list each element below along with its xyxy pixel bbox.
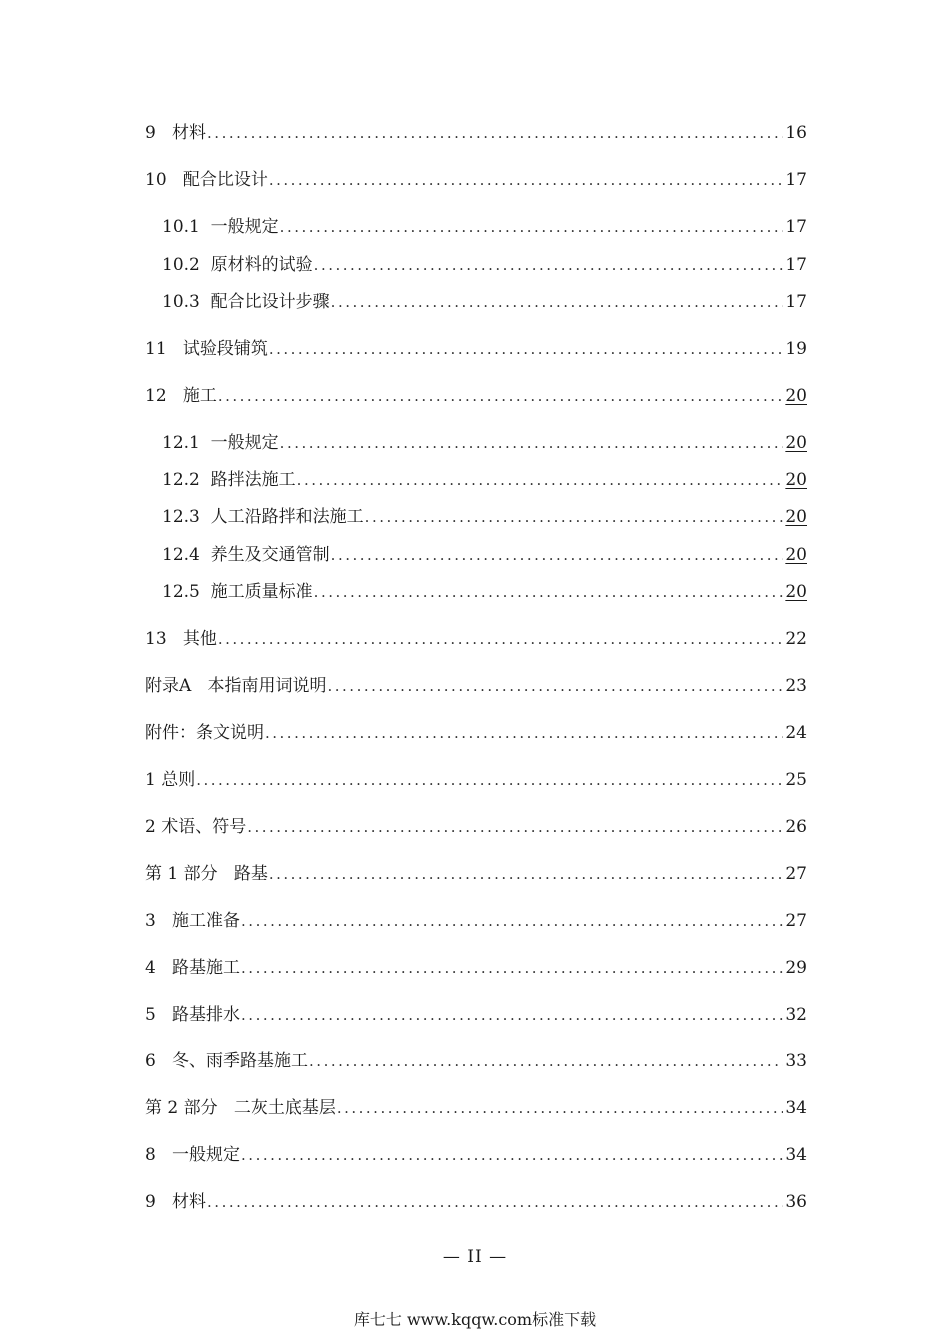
toc-title: 本指南用词说明 <box>207 676 327 696</box>
dot-leader <box>331 289 784 315</box>
toc-page-number: 17 <box>785 217 807 237</box>
toc-title: 其他 <box>182 629 217 649</box>
toc-number: 12.3 <box>162 507 211 527</box>
toc-number: 第 2 部分 <box>145 1098 234 1118</box>
dot-leader <box>337 1095 784 1121</box>
toc-page-number: 34 <box>785 1098 807 1118</box>
dot-leader <box>269 336 784 362</box>
toc-number: 8 <box>145 1145 173 1165</box>
toc-page-number: 24 <box>785 723 807 743</box>
toc-page-number: 26 <box>785 817 807 837</box>
toc-title: 配合比设计步骤 <box>210 292 330 312</box>
toc-page-number: 19 <box>785 339 807 359</box>
dot-leader <box>269 861 784 887</box>
toc-entry[interactable] <box>145 1002 807 1028</box>
toc-page-link[interactable]: 20 <box>785 433 807 453</box>
dot-leader <box>265 720 783 746</box>
toc-page-number: 29 <box>785 958 807 978</box>
dot-leader <box>365 504 784 530</box>
toc-subentry[interactable] <box>162 542 807 568</box>
toc-page-number: 32 <box>785 1005 807 1025</box>
toc-number: 10.3 <box>162 292 211 312</box>
toc-number: 5 <box>145 1005 173 1025</box>
toc-subentry[interactable] <box>162 252 807 278</box>
toc-subentry[interactable] <box>162 289 807 315</box>
toc-page-number: 27 <box>785 911 807 931</box>
toc-number: 6 <box>145 1051 173 1071</box>
toc-title: 养生及交通管制 <box>210 545 330 565</box>
dot-leader <box>297 467 784 493</box>
toc-number: 3 <box>145 911 173 931</box>
dot-leader <box>314 252 784 278</box>
toc-title: 原材料的试验 <box>210 255 313 275</box>
toc-number: 13 <box>145 629 183 649</box>
toc-entry[interactable] <box>145 1095 807 1121</box>
toc-page-link[interactable]: 20 <box>785 386 807 406</box>
toc-entry[interactable] <box>145 336 807 362</box>
toc-entry[interactable] <box>145 626 807 652</box>
toc-title: 施工质量标准 <box>210 582 313 602</box>
toc-title: 二灰土底基层 <box>233 1098 336 1118</box>
toc-entry[interactable] <box>145 1142 807 1168</box>
toc-title: 路拌法施工 <box>210 470 296 490</box>
toc-number: 12.5 <box>162 582 211 602</box>
toc-title: 试验段铺筑 <box>182 339 268 359</box>
toc-entry[interactable] <box>145 720 807 746</box>
toc-number: 附录A <box>145 676 208 696</box>
toc-number: 11 <box>145 339 183 359</box>
toc-entry[interactable] <box>145 861 807 887</box>
toc-title: 附件：条文说明 <box>145 723 264 743</box>
toc-title: 人工沿路拌和法施工 <box>210 507 364 527</box>
toc-title: 材料 <box>172 1192 207 1212</box>
dot-leader <box>218 626 784 652</box>
toc-page-number: 23 <box>785 676 807 696</box>
toc-title: 路基施工 <box>172 958 241 978</box>
toc-number: 2 <box>145 817 162 837</box>
dot-leader <box>241 955 783 981</box>
toc-page-number: 17 <box>785 255 807 275</box>
toc-page-number: 17 <box>785 292 807 312</box>
toc-page-number: 16 <box>785 123 807 143</box>
toc-page-number: 34 <box>785 1145 807 1165</box>
toc-title: 术语、符号 <box>161 817 247 837</box>
dot-leader <box>328 673 784 699</box>
dot-leader <box>314 579 784 605</box>
toc-number: 1 <box>145 770 162 790</box>
dot-leader <box>309 1048 783 1074</box>
toc-number: 第 1 部分 <box>145 864 234 884</box>
toc-subentry[interactable] <box>162 430 807 456</box>
toc-entry[interactable] <box>145 383 807 409</box>
toc-number: 4 <box>145 958 173 978</box>
toc-entry[interactable] <box>145 1189 807 1215</box>
toc-number: 10 <box>145 170 183 190</box>
source-watermark: 库七七 www.kqqw.com标准下载 <box>353 1310 597 1329</box>
toc-subentry[interactable] <box>162 467 807 493</box>
toc-title: 材料 <box>172 123 207 143</box>
toc-page-number: 22 <box>785 629 807 649</box>
toc-number: 12.2 <box>162 470 211 490</box>
dot-leader <box>331 542 784 568</box>
toc-title: 冬、雨季路基施工 <box>172 1051 309 1071</box>
toc-entry[interactable] <box>145 673 807 699</box>
toc-number: 9 <box>145 123 173 143</box>
toc-page-link[interactable]: 20 <box>785 582 807 602</box>
dot-leader <box>269 167 784 193</box>
toc-title: 配合比设计 <box>182 170 268 190</box>
toc-title: 路基 <box>233 864 268 884</box>
toc-number: 9 <box>145 1192 173 1212</box>
toc-page-number: 17 <box>785 170 807 190</box>
toc-page-number: 27 <box>785 864 807 884</box>
toc-number: 12.4 <box>162 545 211 565</box>
toc-title: 一般规定 <box>210 217 279 237</box>
toc-entry[interactable] <box>145 955 807 981</box>
toc-entry[interactable] <box>145 814 807 840</box>
dot-leader <box>241 1142 783 1168</box>
dot-leader <box>280 214 784 240</box>
toc-entry[interactable] <box>145 1048 807 1074</box>
toc-page-number: 33 <box>785 1051 807 1071</box>
dot-leader <box>218 383 784 409</box>
toc-page-link[interactable]: 20 <box>785 507 807 527</box>
dot-leader <box>207 120 783 146</box>
dot-leader <box>280 430 784 456</box>
page-number-footer: — II — <box>442 1247 508 1267</box>
toc-number: 12 <box>145 386 183 406</box>
toc-title: 路基排水 <box>172 1005 241 1025</box>
toc-title: 一般规定 <box>210 433 279 453</box>
toc-page-link[interactable]: 20 <box>785 470 807 490</box>
toc-number: 12.1 <box>162 433 211 453</box>
toc-number: 10.1 <box>162 217 211 237</box>
dot-leader <box>241 908 783 934</box>
toc-entry[interactable] <box>145 167 807 193</box>
toc-entry[interactable] <box>145 767 807 793</box>
dot-leader <box>241 1002 783 1028</box>
dot-leader <box>207 1189 783 1215</box>
toc-subentry[interactable] <box>162 214 807 240</box>
toc-page-number: 25 <box>785 770 807 790</box>
dot-leader <box>247 814 783 840</box>
dot-leader <box>196 767 783 793</box>
toc-title: 施工 <box>182 386 217 406</box>
toc-title: 一般规定 <box>172 1145 241 1165</box>
toc-page-number: 36 <box>785 1192 807 1212</box>
toc-title: 总则 <box>161 770 196 790</box>
toc-entry[interactable] <box>145 120 807 146</box>
toc-title: 施工准备 <box>172 911 241 931</box>
toc-page-link[interactable]: 20 <box>785 545 807 565</box>
toc-subentry[interactable] <box>162 504 807 530</box>
toc-number: 10.2 <box>162 255 211 275</box>
toc-entry[interactable] <box>145 908 807 934</box>
toc-subentry[interactable] <box>162 579 807 605</box>
